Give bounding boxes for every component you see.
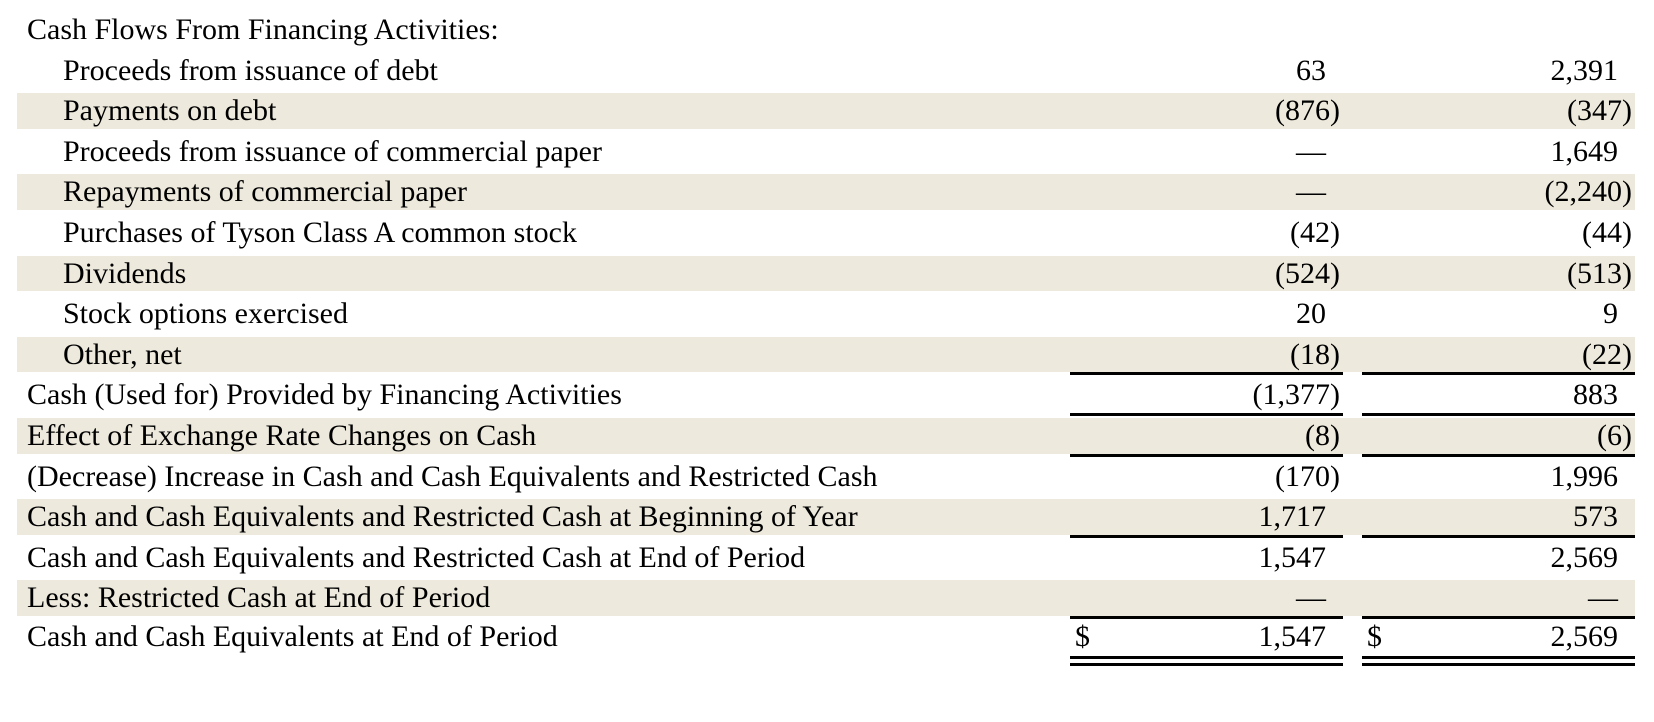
- dollar-sign: $: [1075, 619, 1090, 653]
- value-cell-prior-period: [1362, 578, 1635, 619]
- value-cell-prior-period: [1362, 335, 1635, 376]
- table-row: [17, 172, 1635, 213]
- row-label: Other, net: [63, 337, 182, 371]
- value-cell-prior-period: [1362, 294, 1635, 335]
- cell-value: 20: [1296, 297, 1326, 331]
- cell-value: 9: [1603, 297, 1618, 331]
- cell-value: 1,547: [1258, 619, 1326, 653]
- value-cell-current-period: [1070, 172, 1343, 213]
- cell-value: 1,649: [1550, 134, 1618, 168]
- value-cell-prior-period: [1362, 254, 1635, 295]
- value-cell-current-period: [1070, 335, 1343, 376]
- value-cell-current-period: [1070, 254, 1343, 295]
- value-cell-current-period: [1070, 91, 1343, 132]
- cell-value: (170): [1275, 459, 1340, 493]
- row-label: Repayments of commercial paper: [63, 175, 468, 209]
- row-label: Stock options exercised: [63, 297, 348, 331]
- table-row: [17, 294, 1635, 335]
- value-cell-current-period: [1070, 578, 1343, 619]
- cell-value: [1618, 10, 1635, 51]
- value-cell-current-period: [1070, 51, 1343, 92]
- row-label: Less: Restricted Cash at End of Period: [27, 581, 491, 615]
- value-cell-prior-period: [1362, 497, 1635, 538]
- dollar-sign: $: [1367, 619, 1382, 653]
- table-row: [17, 335, 1635, 376]
- table-row: [17, 619, 1635, 666]
- value-cell-prior-period: [1362, 416, 1635, 457]
- value-cell-prior-period: [1362, 10, 1635, 51]
- value-cell-current-period: [1070, 416, 1343, 457]
- cell-value: 2,569: [1550, 540, 1618, 574]
- cell-value: (513): [1567, 256, 1632, 290]
- table-row: [17, 213, 1635, 254]
- cell-value: —: [1296, 581, 1326, 615]
- statement-table: [17, 10, 1635, 666]
- cell-value: (18): [1290, 337, 1340, 371]
- cell-value: 2,391: [1550, 53, 1618, 87]
- value-cell-prior-period: [1362, 619, 1635, 666]
- table-row: [17, 538, 1635, 579]
- cell-value: (42): [1290, 215, 1340, 249]
- cell-value: 1,717: [1258, 500, 1326, 534]
- cell-value: [1326, 10, 1343, 51]
- table-row: [17, 578, 1635, 619]
- table-row: [17, 416, 1635, 457]
- cell-value: 573: [1573, 500, 1618, 534]
- cell-value: 883: [1573, 378, 1618, 412]
- row-label: Cash and Cash Equivalents and Restricted Cash at Beginning of Year: [27, 500, 858, 534]
- table-row: [17, 254, 1635, 295]
- row-label: Effect of Exchange Rate Changes on Cash: [27, 418, 537, 452]
- cell-value: (524): [1275, 256, 1340, 290]
- row-label: (Decrease) Increase in Cash and Cash Equivalents and Restricted Cash: [27, 459, 878, 493]
- cell-value: (6): [1597, 418, 1632, 452]
- cell-value: 2,569: [1550, 619, 1618, 653]
- table-row: [17, 10, 1635, 51]
- table-row: [17, 375, 1635, 416]
- value-cell-current-period: [1070, 10, 1343, 51]
- row-label: Proceeds from issuance of commercial paper: [63, 134, 602, 168]
- value-cell-current-period: [1070, 375, 1343, 416]
- cell-value: (2,240): [1544, 175, 1632, 209]
- table-row: [17, 457, 1635, 498]
- value-cell-current-period: [1070, 538, 1343, 579]
- cell-value: (876): [1275, 94, 1340, 128]
- cell-value: (22): [1582, 337, 1632, 371]
- value-cell-prior-period: [1362, 213, 1635, 254]
- row-label: Dividends: [63, 256, 187, 290]
- value-cell-prior-period: [1362, 91, 1635, 132]
- cell-value: (44): [1582, 215, 1632, 249]
- cell-value: 63: [1296, 53, 1326, 87]
- row-label: Cash and Cash Equivalents at End of Period: [27, 619, 558, 653]
- table-row: [17, 51, 1635, 92]
- row-label: Proceeds from issuance of debt: [63, 53, 438, 87]
- row-label: Payments on debt: [63, 94, 277, 128]
- value-cell-prior-period: [1362, 375, 1635, 416]
- table-row: [17, 132, 1635, 173]
- table-row: [17, 497, 1635, 538]
- value-cell-prior-period: [1362, 457, 1635, 498]
- value-cell-current-period: [1070, 294, 1343, 335]
- value-cell-prior-period: [1362, 172, 1635, 213]
- value-cell-current-period: [1070, 619, 1343, 666]
- row-label: Cash and Cash Equivalents and Restricted Cash at End of Period: [27, 540, 806, 574]
- row-label: Cash Flows From Financing Activities:: [27, 13, 499, 46]
- value-cell-current-period: [1070, 213, 1343, 254]
- value-cell-prior-period: [1362, 132, 1635, 173]
- value-cell-current-period: [1070, 132, 1343, 173]
- cell-value: —: [1296, 134, 1326, 168]
- cell-value: 1,996: [1550, 459, 1618, 493]
- table-row: [17, 91, 1635, 132]
- cell-value: (8): [1305, 418, 1340, 452]
- value-cell-current-period: [1070, 457, 1343, 498]
- cell-value: 1,547: [1258, 540, 1326, 574]
- cell-value: (1,377): [1252, 378, 1340, 412]
- row-label: Cash (Used for) Provided by Financing Activities: [27, 378, 622, 412]
- value-cell-prior-period: [1362, 538, 1635, 579]
- cell-value: —: [1588, 581, 1618, 615]
- value-cell-current-period: [1070, 497, 1343, 538]
- value-cell-prior-period: [1362, 51, 1635, 92]
- row-label: Purchases of Tyson Class A common stock: [63, 215, 577, 249]
- cell-value: —: [1296, 175, 1326, 209]
- cell-value: (347): [1567, 94, 1632, 128]
